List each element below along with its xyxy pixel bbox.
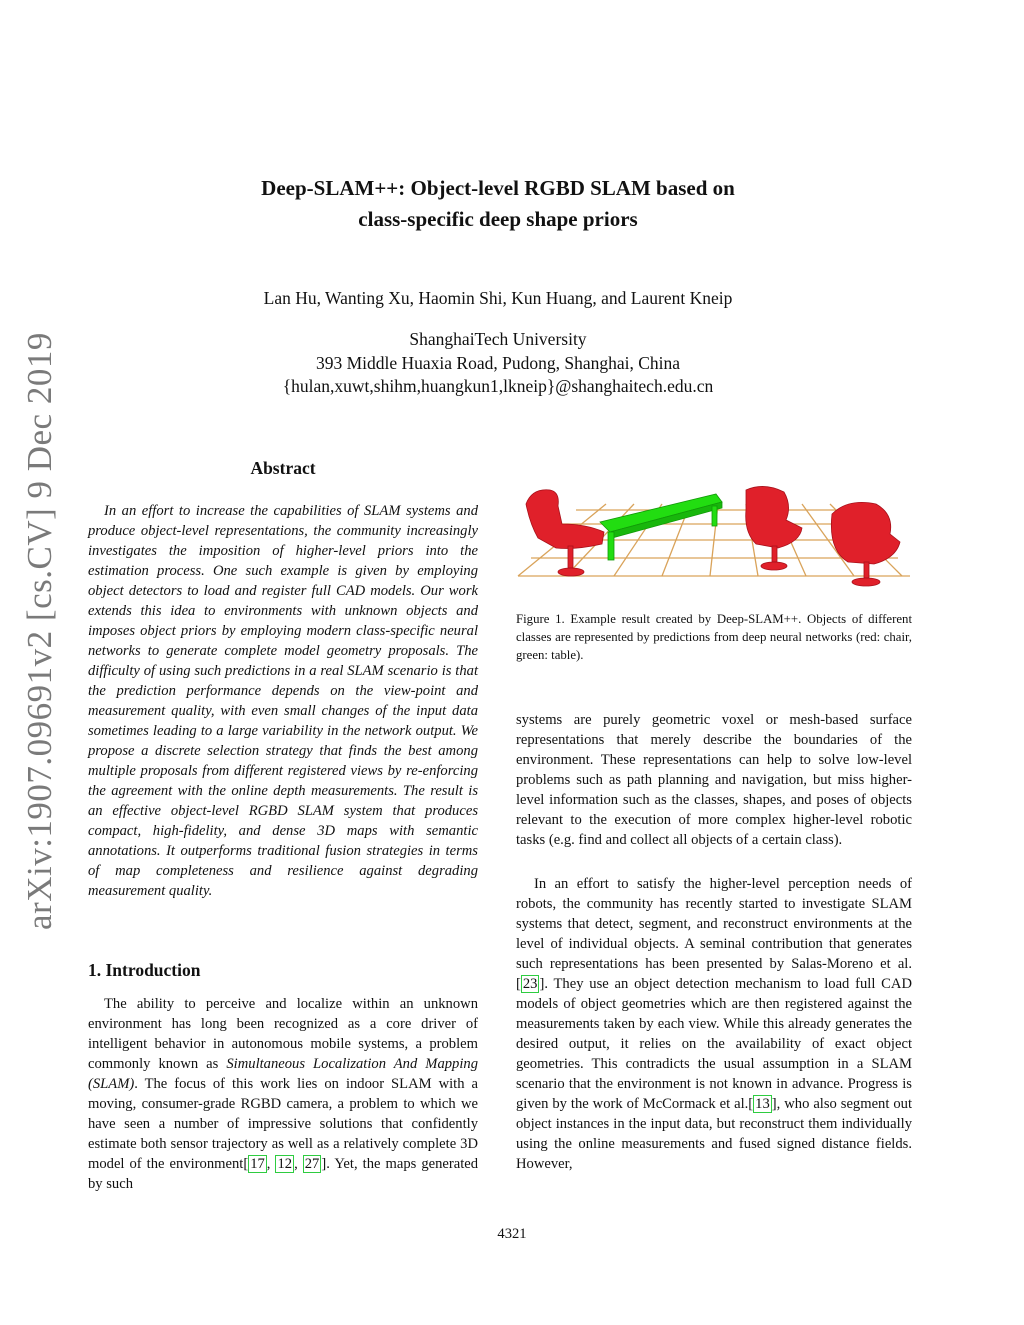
intro-text-c: . Yet, the maps generated by such bbox=[88, 1156, 479, 1192]
arxiv-identifier: arXiv:1907.09691v2 [cs.CV] 9 Dec 2019 bbox=[20, 332, 59, 930]
affiliation-institution: ShanghaiTech University bbox=[409, 329, 587, 349]
title-line-2: class-specific deep shape priors bbox=[358, 207, 638, 231]
introduction-paragraph: The ability to perceive and localize within an unknown environment has long been recognized as a core driver of intelligent behavior in autonomous mobile systems, a problem commonly known as Simultaneous Localization And Mapping (SLAM). The focus of this work lies on indoor SLAM with a moving, consumer-grade RGBD camera, a problem to which we have seen a number of impressive solutions that confidently estimate both sensor trajectory as well as a relatively complete 3D model of the environment[ 17 , 12 , 27 ]. Yet, the maps generated by such bbox=[88, 996, 479, 1192]
author-list: Lan Hu, Wanting Xu, Haomin Shi, Kun Huang, and Laurent Kneip bbox=[263, 288, 733, 308]
figure-1-reconstruction bbox=[516, 484, 912, 596]
citation-link[interactable]: 17 bbox=[250, 1156, 265, 1172]
abstract-text: In an effort to increase the capabilities of SLAM systems and produce object-level representations, the community increasingly investigates the imposition of higher-level priors into the estimation process. One such example is given by employing object detectors to load and register full CAD models. Our work extends this idea to environments with unknown objects and imposes object priors by employing modern class-specific neural networks to generate complete model geometry proposals. The difficulty of using such predictions in a real SLAM scenario is that the prediction performance depends on the view-point and measurement quality, with even small changes of the input data sometimes leading to a large variability in the network output. We propose a discrete selection strategy that finds the best among multiple proposals from different registered views by re-enforcing the agreement with the online depth measurements. The result is an effective object-level RGBD SLAM system that produces compact, high-fidelity, and dense 3D maps with semantic annotations. It outperforms traditional fusion strategies in terms of map completeness and resilience against degrading measurement quality. bbox=[88, 503, 478, 899]
title-line-1: Deep-SLAM++: Object-level RGBD SLAM based on bbox=[261, 176, 735, 200]
right-column-paragraph-2: In an effort to satisfy the higher-level perception needs of robots, the community has recently started to investigate SLAM systems that detect, segment, and reconstruct environments at the level of individual objects. A seminal contribution that generates such representations has been presented by Salas-Moreno et al.[ 23 ]. They use an object detection mechanism to load full CAD models of object geometries which are then registered against the measurements taken by each view. While this already generates the desired output, it relies on the availability of exact object geometries. This contradicts the usual assumption in a SLAM scenario that the environment is not known in advance. Progress is given by the work of McCormack et al.[ 13 ], who also segment out object instances in the input data, but reconstruct them individually using the online measurements and fused signed distance fields. However, bbox=[516, 876, 912, 1172]
citation-link[interactable]: 27 bbox=[304, 1156, 320, 1172]
affiliation-emails: {hulan,xuwt,shihm,huangkun1,lkneip}@shanghaitech.edu.cn bbox=[282, 376, 714, 396]
right-text-b: . They use an object detection mechanism to load full CAD models of object geometries which are then registered against the measurements taken by each view. While this already generates the desired output, it relies on the availability of exact object geometries. This contradicts the usual assumption in a SLAM scenario that the environment is not known in advance. Progress is given by the work of McCormack et al. bbox=[516, 976, 912, 1112]
paper-title bbox=[140, 173, 856, 235]
right-text-a: In an effort to satisfy the higher-level perception needs of robots, the community has recently started to investigate SLAM systems that detect, segment, and reconstruct environments at the level of individual objects. A seminal contribution that generates such representations has been presented by Salas-Moreno et al. bbox=[516, 876, 912, 972]
citation-link[interactable]: 12 bbox=[277, 1156, 293, 1172]
table-object bbox=[600, 494, 722, 560]
page-number: 4321 bbox=[497, 1226, 527, 1242]
affiliation bbox=[140, 328, 856, 399]
introduction-heading: 1. Introduction bbox=[88, 960, 201, 980]
intro-text-b: . The focus of this work lies on indoor SLAM with a moving, consumer-grade RGBD camera, a problem to which we have seen a number of impressive solutions that confidently estimate both sensor trajectory as well as a relatively complete 3D model of the environment bbox=[88, 1076, 478, 1172]
citation-link[interactable]: 13 bbox=[755, 1096, 770, 1112]
right-column-paragraph-1: systems are purely geometric voxel or mesh-based surface representations that merely describe the boundaries of the environment. These representations can help to solve low-level problems such as path planning and navigation, but miss higher-level information such as the classes, shapes, and poses of objects relevant to the execution of more complex higher-level robotic tasks (e.g. find and collect all objects of a certain class). bbox=[516, 712, 912, 848]
intro-text-a: The ability to perceive and localize within an unknown environment has long been recognized as a core driver of intelligent behavior in autonomous mobile systems, a problem commonly known as bbox=[88, 996, 478, 1072]
intro-emphasis: Simultaneous Localization And Mapping (SLAM) bbox=[88, 1056, 478, 1092]
abstract-heading: Abstract bbox=[250, 458, 316, 478]
figure-caption: Figure 1. Example result created by Deep-SLAM++. Objects of different classes are represented by predictions from deep neural networks (red: chair, green: table). bbox=[516, 612, 912, 662]
right-text-c: , who also segment out object instances in the input data, but reconstruct them individually using the online measurements and fused signed distance fields. However, bbox=[516, 1096, 912, 1172]
affiliation-address: 393 Middle Huaxia Road, Pudong, Shanghai, China bbox=[315, 352, 681, 373]
citation-link[interactable]: 23 bbox=[522, 976, 538, 992]
